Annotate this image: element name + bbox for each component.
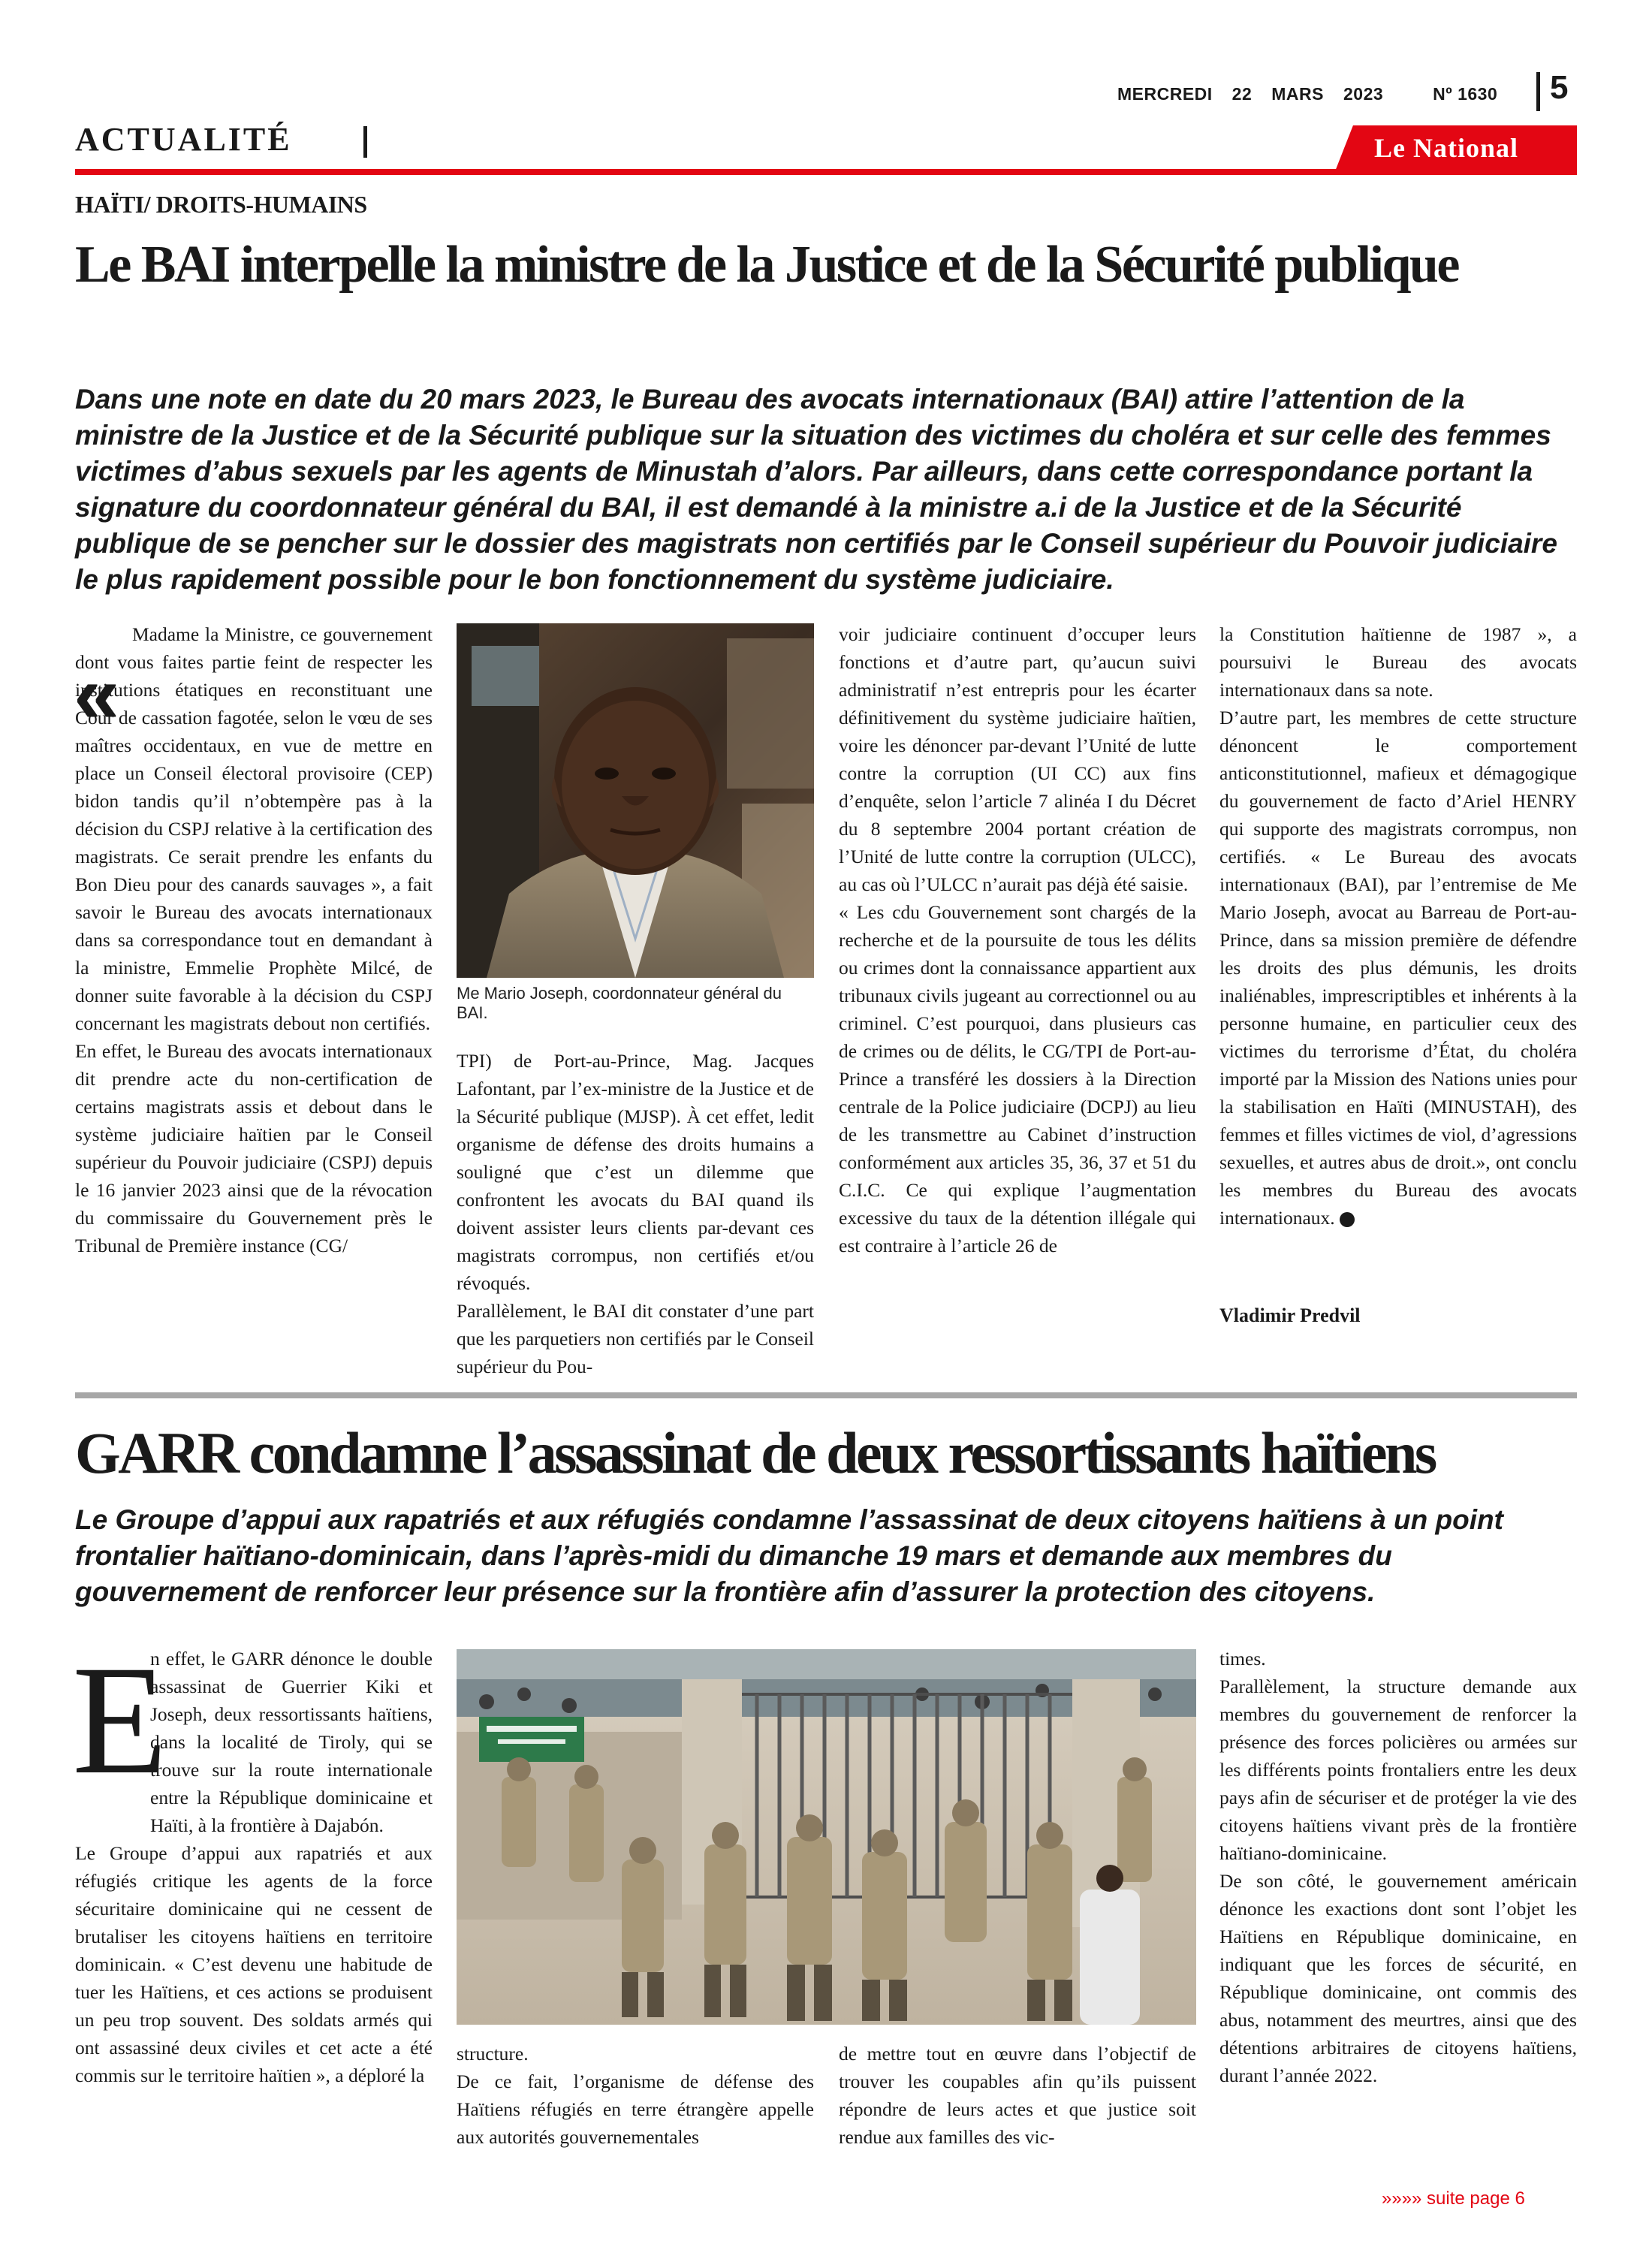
section-title: ACTUALITÉ (75, 121, 292, 158)
article1-lead: Dans une note en date du 20 mars 2023, le Bureau des avocats internationaux (BAI) attire l’attention de la ministre de la Justice et de la Sécurité publique sur la situation des victimes du choléra et sur celle des femmes victimes d’abus sexuels par les agents de Minustah d’alors. Par ailleurs, dans cette correspondance portant la signature du coordonnateur général du BAI, il est demandé à la ministre a.i de la Justice et de la Sécurité publique de se pencher sur le dossier des magistrats non certifiés par le Conseil supérieur du Pouvoir judiciaire le plus rapidement possible pour le bon fonctionnement du système judiciaire. (75, 384, 1557, 595)
issue-number: Nº 1630 (1433, 84, 1498, 104)
article1-column-3 (839, 620, 1196, 1259)
date-number: 22 (1231, 84, 1253, 104)
article2-paragraph: Le Groupe d’appui aux rapatriés et aux réfugiés critique les agents de la force sécuritaire dominicaine qui ne cessent de brutaliser les citoyens haïtiens en territoire dominicain. « C’est devenu une habitude de tuer les Haïtiens, et ces actions se produisent un peu trop souvent. Des soldats armés qui ont assassiné deux civiles et cet acte a été commis sur le territoire haïtien », a déploré la (75, 1842, 433, 2086)
article1-headline: Le BAI interpelle la ministre de la Justice et de la Sécurité publique (75, 236, 1458, 294)
page-number-divider (1536, 72, 1540, 111)
article1-paragraph: la Constitution haïtienne de 1987 », a poursuivi le Bureau des avocats internationaux dans sa note. (1219, 623, 1577, 701)
section-divider (363, 126, 367, 158)
article1-kicker: HAÏTI/ DROITS-HUMAINS (75, 191, 367, 218)
article2-paragraph: times. (1219, 1648, 1266, 1669)
article2-column-3 (839, 2040, 1196, 2151)
article1-paragraph-last (1219, 704, 1577, 1232)
article1-column-2 (457, 1047, 814, 1380)
article1-signature: Vladimir Predvil (1219, 1304, 1361, 1326)
article1-paragraph: Madame la Ministre, ce gouvernement dont vous faites partie feint de respecter les institutions étatiques en reconstituant une Cour de cassation fagotée, selon le vœu de ses maîtres occidentaux, en vue de mettre en place un Conseil électoral provisoire (CEP) bidon tandis qu’il n’obtempère pas à la décision du CSPJ relative à la certification des magistrats. Ce serait prendre les enfants du Bon Dieu pour des canards sauvages », a fait savoir le Bureau des avocats internationaux dans sa correspondance tout en demandant à la ministre, Emmelie Prophète Milcé, de donner suite favorable à la décision du CSPJ concernant les magistrats debout non certifiés. (75, 623, 433, 1034)
article2-column-1 (75, 1645, 433, 2089)
mario-joseph-photo (457, 623, 814, 978)
page-number: 5 (1550, 69, 1569, 106)
article2-paragraph: structure. (457, 2043, 529, 2064)
brand-name: Le National (1374, 133, 1519, 163)
opening-quote-icon: « (74, 648, 120, 740)
dateline (1117, 84, 1523, 104)
article1-paragraph: « Les cdu Gouvernement sont chargés de la recherche et de la poursuite de tous les délits ou crimes dont la connaissance appartient aux tribunaux civils jugeant au correctionnel ou au criminel. C’est pourquoi, dans plusieurs cas de crimes ou de délits, le CG/TPI de Port-au-Prince a transféré les dossiers à la Direction centrale de la Police judiciaire (DCPJ) au lieu de les transmettre au Cabinet d’instruction conformément aux articles 35, 36, 37 et 51 du C.I.C. Ce qui explique l’augmentation excessive du taux de la détention illégale qui est contraire à l’article 26 de (839, 901, 1196, 1256)
date-year: 2023 (1343, 84, 1384, 104)
article2-paragraph: De ce fait, l’organisme de défense des Haïtiens réfugiés en terre étrangère appelle aux autorités gouvernementales (457, 2071, 814, 2148)
article1-column-1 (75, 620, 433, 1259)
article2-lead: Le Groupe d’appui aux rapatriés et aux réfugiés condamne l’assassinat de deux citoyens haïtiens à un point frontalier haïtiano-dominicain, dans l’après-midi du dimanche 19 mars et demande aux membres du gouvernement de renforcer leur présence sur la frontière afin d’assurer la protection des citoyens. (75, 1504, 1503, 1607)
continued-on-page-link[interactable]: »»»» suite page 6 (1382, 2188, 1525, 2209)
article2-column-2 (457, 2040, 814, 2151)
article1-paragraph: TPI) de Port-au-Prince, Mag. Jacques Lafontant, par l’ex-ministre de la Justice et de la Sécurité publique (MJSP). À cet effet, ledit organisme de défense des droits humains a souligné que c’est un dilemme que confrontent les avocats du BAI quand ils doivent assister leurs clients par-devant ces magistrats corrompus, non certifiés et/ou révoqués. (457, 1050, 814, 1294)
article1-paragraph: voir judiciaire continuent d’occuper leurs fonctions et d’autre part, qu’aucun suivi administratif n’est entrepris pour les écarter définitivement du système judiciaire haïtien, voire les dénoncer par-devant l’Unité de lutte contre la corruption (UI CC) aux fins d’enquête, selon l’article 7 alinéa I du Décret du 8 septembre 2004 portant création de l’Unité de lutte contre la corruption (ULCC), au cas où l’ULCC n’aurait pas déjà été saisie. (839, 623, 1196, 895)
photo-caption: Me Mario Joseph, coordonnateur général du BAI. (457, 984, 782, 1022)
date-month: MARS (1271, 84, 1324, 104)
date-day: MERCREDI (1117, 84, 1213, 104)
article1-paragraph: En effet, le Bureau des avocats internationaux dit prendre acte du non-certification de certains magistrats assis et debout dans le système judiciaire haïtien par le Conseil supérieur du Pouvoir judiciaire (CSPJ) depuis le 16 janvier 2023 ainsi que de la révocation du commissaire du Gouvernement près le Tribunal de Première instance (CG/ (75, 1040, 433, 1256)
article2-paragraph: De son côté, le gouvernement américain dénonce les exactions dont sont l’objet les Haïtiens en République dominicaine, en indiquant que les forces de sécurité, en République dominicaine, ont commis des abus, notamment des meurtres, ainsi que des détentions arbitraires de citoyens haïtiens, durant l’année 2022. (1219, 1870, 1577, 2086)
article1-column-4 (1219, 620, 1577, 1232)
article1-closing-text: D’autre part, les membres de cette structure dénoncent le comportement anticonstitutionnel, mafieux et démagogique du gouvernement de facto d’Ariel HENRY qui supporte des magistrats corrompus, non certifiés. « Le Bureau des avocats internationaux (BAI), par l’entremise de Me Mario Joseph, avocat au Barreau de Port-au-Prince, dans sa mission première de défendre les droits des plus démunis, les droits inaliénables, imprescriptibles et inhérents à la personne humaine, en particulier ceux des victimes du terrorisme d’État, du choléra importé par la Mission des Nations unies pour la stabilisation en Haïti (MINUSTAH), des femmes et filles victimes de viol, d’agressions sexuelles, et autres abus de droit.», ont conclu les membres du Bureau des avocats internationaux. (1219, 707, 1577, 1229)
article1-paragraph: Parallèlement, le BAI dit constater d’une part que les parquetiers non certifiés par le Conseil supérieur du Pou- (457, 1300, 814, 1377)
article2-paragraph: n effet, le GARR dénonce le double assassinat de Guerrier Kiki et Joseph, deux ressortissants haïtiens, dans la localité de Tiroly, qui se trouve sur la route internationale entre la République dominicaine et Haïti, à la frontière à Dajabón. (150, 1648, 433, 1836)
drop-cap: E (72, 1633, 168, 1806)
article2-paragraph: Parallèlement, la structure demande aux membres du gouvernement de renforcer la présence des forces policières ou armées sur les différents points frontaliers entre les deux pays afin de sécuriser et de protéger la vie des citoyens haïtiens vivant près de la frontière haïtiano-dominicaine. (1219, 1675, 1577, 1864)
article2-first-lines (75, 1645, 433, 1839)
article-divider (75, 1392, 1577, 1398)
article2-paragraph: de mettre tout en œuvre dans l’objectif de trouver les coupables afin qu’ils puissent répondre de leurs actes et que justice soit rendue aux familles des vic- (839, 2043, 1196, 2148)
end-of-article-icon (1340, 1212, 1355, 1227)
article2-headline: GARR condamne l’assassinat de deux ressortissants haïtiens (75, 1420, 1435, 1485)
border-crossing-photo (457, 1649, 1196, 2025)
article2-column-4 (1219, 1645, 1577, 2089)
